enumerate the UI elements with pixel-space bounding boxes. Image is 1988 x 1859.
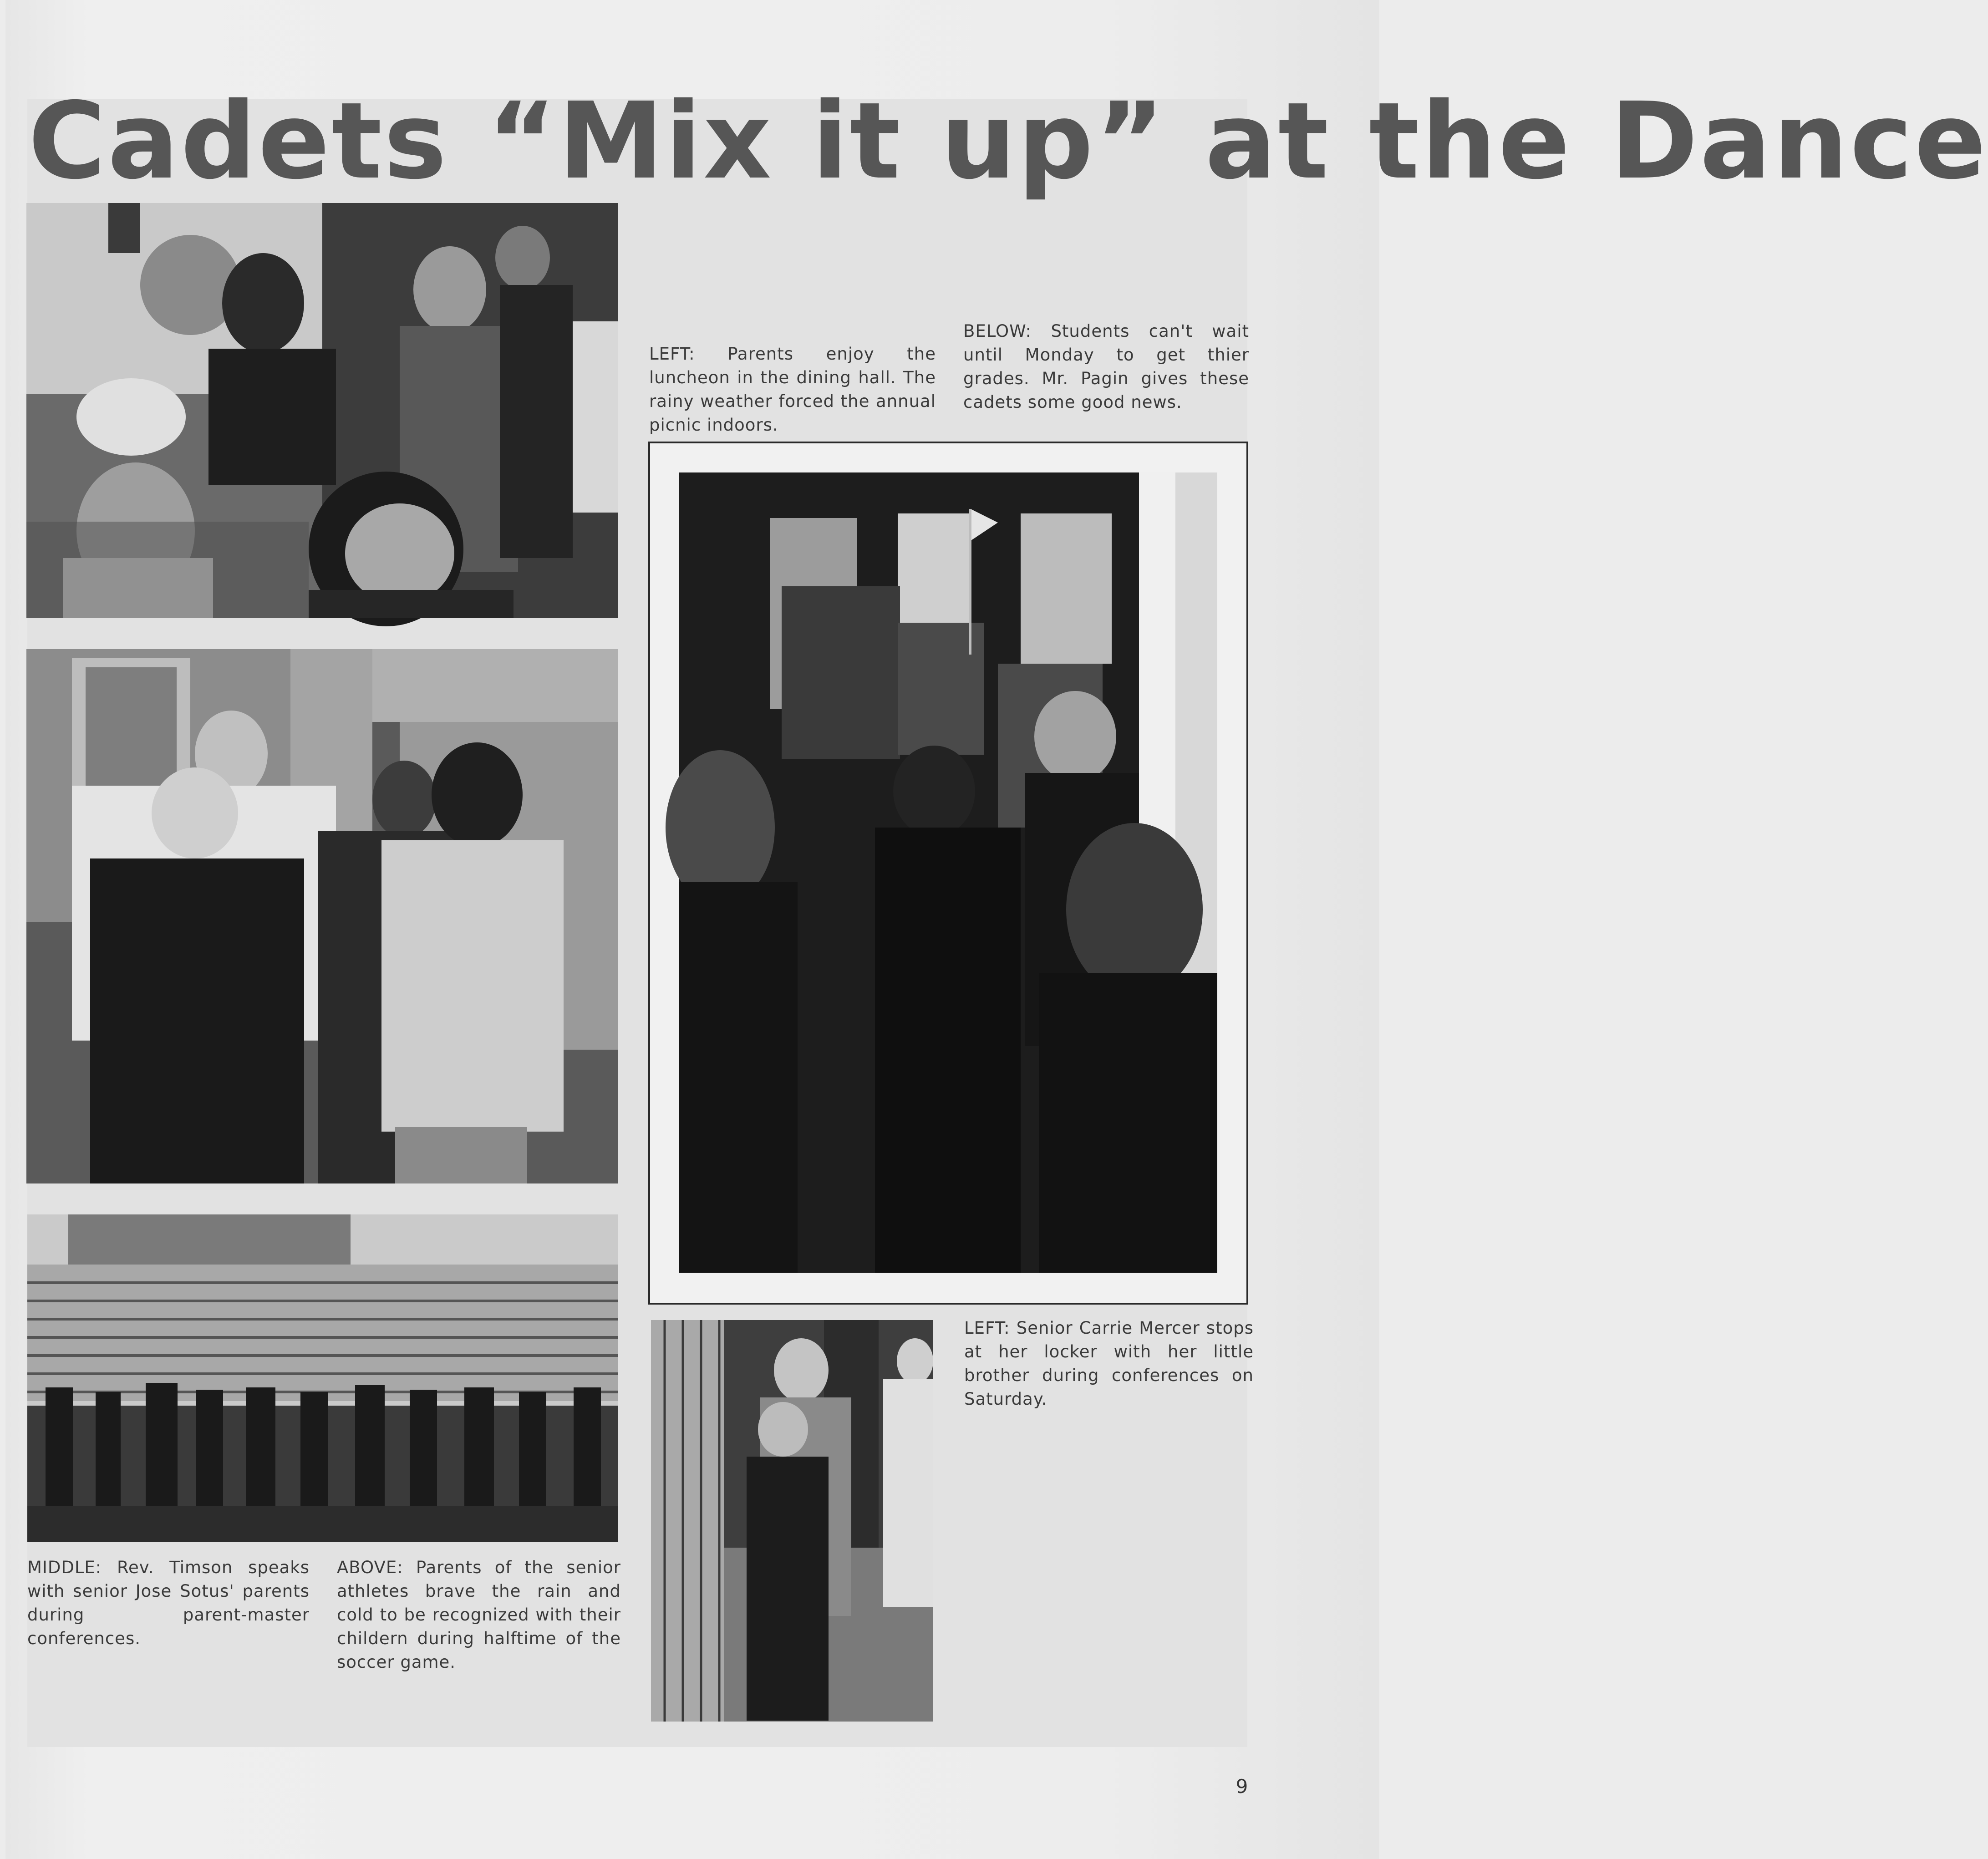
photo-conference — [26, 649, 618, 1183]
photo-luncheon — [26, 203, 618, 618]
photo-soccer — [27, 1214, 618, 1542]
caption-luncheon: LEFT: Parents enjoy the luncheon in the dining hall. The rainy weather forced the annual picnic indoors. — [649, 344, 936, 435]
caption-locker: LEFT: Senior Carrie Mercer stops at her locker with her little brother during conferences on Saturday. — [964, 1318, 1254, 1409]
page-title: Cadets “Mix it up” at the Dance — [28, 80, 1988, 203]
caption-conference: MIDDLE: Rev. Timson speaks with senior Jose Sotus' parents during parent-master conferences. — [27, 1558, 310, 1648]
photo-grades — [679, 472, 1217, 1273]
caption-soccer: ABOVE: Parents of the senior athletes brave the rain and cold to be recognized with their childern during halftime of the soccer game. — [337, 1558, 621, 1672]
caption-grades: BELOW: Students can't wait until Monday to get thier grades. Mr. Pagin gives these cadets some good news. — [963, 321, 1249, 412]
page-number: 9 — [1236, 1775, 1248, 1798]
photo-locker — [651, 1320, 933, 1722]
